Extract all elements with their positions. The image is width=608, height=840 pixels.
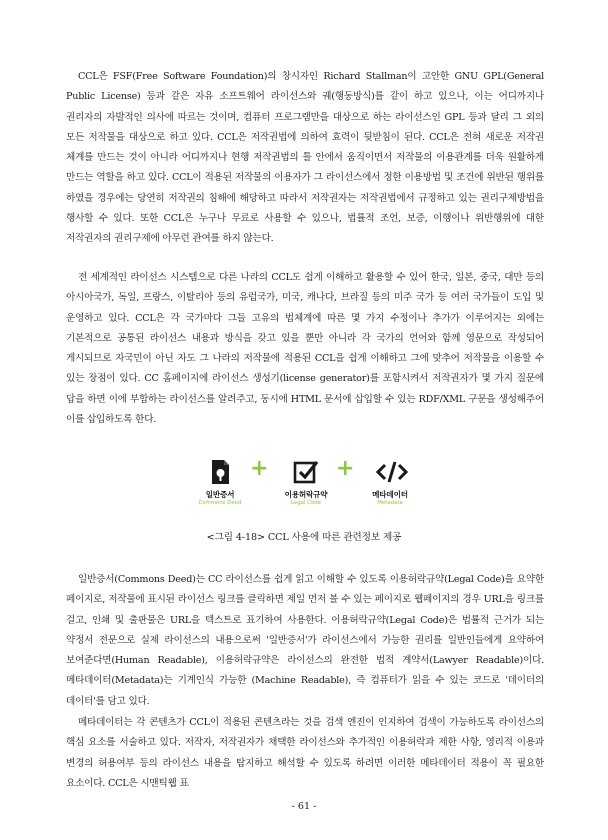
checkbox-icon — [292, 458, 320, 486]
paragraph-metadata: 메타데이터는 각 콘텐츠가 CCL이 적용된 콘텐츠라는 것을 검색 엔진이 인지하여 검색이 가능하도록 라이선스의 핵심 요소를 서술하고 있다. 저작자, 저작권자가 채택한 라이선스와 추가적인 이용허락과 제한 사항, 영리적 이용과 변경의 허용여부 등의 라이선스 내용을 탐지하고 해석할 수 있도록 하려면 이러한 메타데이터 적용이 꼭 필요한 요소이다. CCL은 시맨틱웹 표 — [66, 717, 544, 789]
plus-sign: + — [250, 456, 269, 481]
legal-code-item — [266, 458, 346, 507]
paragraph-ccl-overview: CCL은 FSF(Free Software Foundation)의 창시자인 Richard Stallman이 고안한 GNU GPL(General Public License) 등과 같은 자유 소프트웨어 라이선스와 궤(행동방식)를 같이 하고 있으나, 이는 어디까지나 권리자의 자발적인 의사에 따르는 것이며, 컴퓨터 프로그램만을 대상으로 하는 라이선스인 GPL 등과 달리 그 외의 모든 저작물을 대상으로 하고 있다. CCL은 저작권법에 의하여 효력이 뒷받침이 된다. CCL은 전혀 새로운 저작권 체계를 만드는 것이 아니라 어디까지나 현행 저작권법의 틀 안에서 움직이면서 저작물의 이용관계를 더욱 원활하게 만드는 역할을 하고 있다. CCL이 적용된 저작물의 이용자가 그 라이선스에서 정한 이용방법 및 조건에 위반된 행위를 하였을 경우에는 당연히 저작권의 침해에 해당하고 따라서 저작권자는 저작권법에서 규정하고 있는 권리구제방법을 행사할 수 있다. 또한 CCL은 누구나 무료로 사용할 수 있으나, 법률적 조언, 보증, 이행이나 위반행위에 대한 저작권자의 권리구제에 아무런 관여를 하지 않는다. — [66, 71, 544, 245]
ccl-figure — [180, 458, 430, 518]
paragraph-commons-deed: 일반증서(Commons Deed)는 CC 라이선스를 쉽게 읽고 이해할 수 있도록 이용허락규약(Legal Code)을 요약한 페이지로, 저작물에 표시된 라이선스 링크를 클릭하면 제일 먼저 볼 수 있는 페이지로 웹페이지의 경우 URL을 링크를 걸고, 인쇄 및 출판물은 URL을 텍스트로 표기하여 사용한다. 이용허락규약(Legal Code)은 법률적 근거가 되는 약정서 전문으로 실제 라이선스의 내용으로써 '일반증서'가 라이선스에서 가능한 권리를 일반인들에게 요약하여 보여준다면(Human Readable), 이용허락규약은 라이선스의 완전한 법적 계약서(Lawyer Readable)이다. 메타데이터(Metadata)는 기계인식 가능한 (Machine Readable), 즉 컴퓨터가 읽을 수 있는 코드로 '데이터의 데이터'를 담고 있다. — [66, 574, 544, 707]
legal-code-title: 이용허락규약 — [284, 490, 328, 499]
paragraph-global-license: 전 세계적인 라이선스 시스템으로 다른 나라의 CCL도 쉽게 이해하고 활용할 수 있어 한국, 일본, 중국, 대만 등의 아시아국가, 독일, 프랑스, 이탈리아 등의 유럽국가, 미국, 캐나다, 브라질 등의 미주 국가 등 여러 국가들이 도입 및 운영하고 있다. CCL은 각 국가마다 그들 고유의 법체계에 따른 몇 가지 수정이나 추가가 이루어지는 외에는 기본적으로 공통된 라이선스 내용과 방식을 갖고 있을 뿐만 아니라 각 국가의 언어와 함께 영문으로 작성되어 게시되므로 자국민이 아닌 자도 그 나라의 저작물에 적용된 CCL을 쉽게 이해하고 그에 맞추어 저작물을 이용할 수 있는 장점이 있다. CC 홈페이지에 라이선스 생성기(license generator)를 포함시켜서 저작권자가 몇 가지 질문에 답을 하면 이에 부합하는 라이선스를 알려주고, 동시에 HTML 문서에 삽입할 수 있는 RDF/XML 구문을 생성해주어 이를 삽입하도록 한다. — [66, 272, 544, 426]
page-number: - 61 - — [291, 801, 317, 812]
code-icon — [376, 458, 404, 486]
plus-sign: + — [336, 456, 355, 481]
commons-deed-subtitle: Commons Deed — [198, 500, 242, 506]
metadata-title: 메타데이터 — [372, 490, 408, 499]
commons-deed-item — [180, 458, 260, 507]
metadata-subtitle: Metadata — [377, 500, 403, 506]
commons-deed-title: 일반증서 — [205, 490, 235, 499]
legal-code-subtitle: Legal Code — [291, 500, 321, 506]
document-icon — [206, 458, 234, 486]
figure-caption: <그림 4-18> CCL 사용에 따른 관련정보 제공 — [206, 532, 402, 543]
metadata-item — [350, 458, 430, 507]
